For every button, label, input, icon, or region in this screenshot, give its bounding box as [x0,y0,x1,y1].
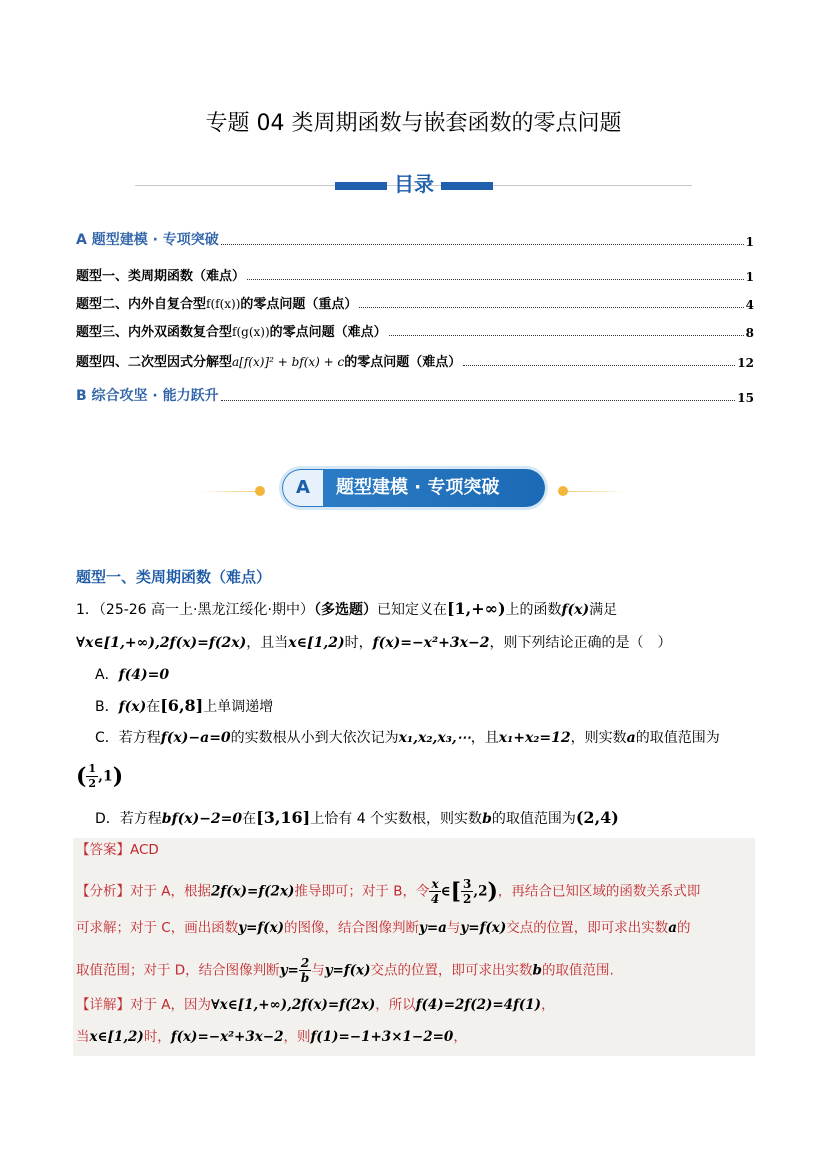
toc-entry-math: f(f(x)) [206,297,241,311]
answer-panel [73,838,755,1056]
analysis-math: ,2 [473,883,488,900]
analysis-text: 取值范围；对于 D，结合图像判断 [76,962,280,979]
option-math: f(x)−a=0 [160,730,231,746]
question-text: ，且当 [246,635,289,651]
option-math: [6,8] [160,696,204,715]
toc-entry-section-a[interactable] [76,229,754,249]
answer-line [76,840,756,860]
detail-math: ∀x∈[1,+∞),2f(x)=f(2x) [211,997,376,1013]
analysis-line-2 [76,918,756,938]
analysis-math: 2f(x)=f(2x) [211,883,295,900]
fraction-numerator: x [431,877,439,891]
option-math: bf(x)−2=0 [161,811,243,827]
question-text: ，则下列结论正确的是（ ） [489,635,672,651]
fraction-numerator: 2 [300,956,310,970]
toc-leader [389,335,744,336]
analysis-math: y=f(x) [238,920,285,936]
analysis-math: y=f(x) [460,920,507,936]
analysis-line-1 [76,877,756,906]
toc-heading: 目录 [394,172,434,196]
option-text: 的取值范围为 [491,811,576,827]
toc-leader [247,279,744,280]
toc-entry-type-3[interactable] [76,320,754,340]
question-text: 时， [344,635,373,651]
banner-line-right [566,491,626,492]
option-b[interactable] [95,696,775,717]
option-c[interactable] [95,728,775,748]
analysis-text: 交点的位置，即可求出实数 [370,962,533,979]
option-label: C．若方程 [95,730,161,746]
analysis-text: 对于 A，根据 [130,883,212,900]
question-text: 上的函数 [505,602,562,618]
option-math: a [626,730,636,746]
banner-dot-right [558,486,568,496]
analysis-text: 与 [446,920,461,936]
option-label: A． [95,667,119,683]
question-text: 满足 [589,602,618,618]
option-math: b [482,811,492,827]
detail-text: ，则 [283,1029,311,1045]
question-source: 1．（25-26 高一上·黑龙江绥化·期中） [76,602,314,618]
analysis-math: y= [279,962,299,979]
analysis-text: 的取值范围. [541,962,614,979]
analysis-math: a [668,920,677,936]
fraction-denominator: b [300,971,310,985]
option-d[interactable] [95,808,775,829]
analysis-math: y=a [419,920,447,936]
detail-line-2 [76,1027,756,1047]
question-math: ∀x∈[1,+∞),2f(x)=f(2x) [76,635,247,651]
toc-entry-label: 题型一、类周期函数（难点） [76,269,246,284]
banner-line-left [200,491,260,492]
detail-text: 对于 A，因为 [130,997,212,1013]
analysis-math: y=f(x) [324,962,371,979]
question-text: 已知定义在 [376,602,447,618]
question-math: f(x)=−x²+3x−2 [372,635,490,651]
analysis-math: ∈ [440,883,451,900]
toc-leader [221,244,744,245]
option-text: 在 [146,699,161,715]
toc-entry-type-1[interactable] [76,264,754,284]
fraction-numerator: 1 [88,762,97,775]
detail-text: ， [453,1029,467,1045]
option-math: x₁,x₂,x₃,⋯ [398,730,471,746]
toc-page-number: 15 [737,391,754,405]
analysis-math: b [532,962,542,979]
toc-bar-right [441,182,493,190]
analysis-text: 推导即可；对于 B，令 [294,883,430,900]
detail-math: f(4)=2f(2)=4f(1) [415,997,542,1013]
paren: ) [112,763,124,790]
answer-tag: 【答案】 [76,842,130,858]
option-text: 的取值范围为 [635,730,720,746]
option-math: f(4)=0 [118,667,170,683]
toc-leader [359,307,743,308]
option-label: B． [95,699,119,715]
toc-entry-type-4[interactable] [76,350,754,370]
detail-math: f(1)=−1+3×1−2=0 [310,1029,454,1045]
page-title: 专题 04 类周期函数与嵌套函数的零点问题 [205,111,622,136]
detail-text: 时， [143,1029,171,1045]
option-label: D．若方程 [95,811,162,827]
option-c-range [76,762,756,791]
question-math: f(x) [561,602,590,618]
toc-page-number: 8 [745,326,754,340]
paren: ( [76,763,87,790]
fraction-denominator: 2 [463,892,472,906]
banner-title: 题型建模 · 专项突破 [336,477,500,498]
option-math: f(x) [118,699,147,715]
fraction-numerator: 3 [463,877,472,891]
question-stem-line-2 [76,633,756,653]
toc-entry-math: a[f(x)]² + bf(x) + c [232,355,345,369]
fraction [461,877,473,906]
toc-page-number: 4 [745,298,754,312]
option-math: ,1 [98,768,113,785]
toc-entry-label: 题型四、二次型因式分解型 [76,355,233,370]
option-text: 的实数根从小到大依次记为 [230,730,399,746]
toc-entry-label-tail: 的零点问题（重点） [240,297,358,312]
question-type-tag: （多选题） [313,602,377,618]
detail-math: f(x)=−x²+3x−2 [170,1029,284,1045]
option-math: (2,4) [575,808,619,827]
option-text: ，且 [470,730,499,746]
analysis-text: ，再结合已知区域的函数关系式即 [497,883,701,900]
toc-entry-section-b[interactable] [76,385,754,405]
option-a[interactable] [95,665,775,685]
toc-page-number: 12 [737,356,754,370]
option-math: [3,16] [256,808,311,827]
fraction-denominator: 2 [88,777,97,790]
detail-text: ，所以 [375,997,416,1013]
toc-entry-label: 题型二、内外自复合型 [76,297,207,312]
detail-text: ， [541,997,555,1013]
banner-dot-left [255,486,265,496]
detail-tag: 【详解】 [76,997,130,1013]
answer-value: ACD [130,842,159,858]
option-text: 上恰有 4 个实数根，则实数 [310,811,483,827]
toc-page-number: 1 [745,235,754,249]
option-math: x₁+x₂=12 [498,730,571,746]
detail-math: x∈[1,2) [89,1029,144,1045]
toc-entry-label: B 综合攻坚 · 能力跃升 [76,388,219,404]
toc-entry-label: A 题型建模 · 专项突破 [76,232,219,248]
fraction [86,762,98,791]
toc-entry-math: f(g(x)) [232,325,270,339]
fraction [299,956,311,985]
analysis-text: 交点的位置，即可求出实数 [506,920,669,936]
analysis-tag: 【分析】 [76,883,130,900]
toc-page-number: 1 [745,270,754,284]
analysis-line-3 [76,956,756,985]
question-stem-line-1 [76,599,756,620]
analysis-text: 的图像，结合图像判断 [284,920,420,936]
question-math: [1,+∞) [446,599,506,618]
option-text: 上单调递增 [203,699,274,715]
option-text: 在 [242,811,257,827]
option-text: ，则实数 [570,730,627,746]
analysis-text: 可求解；对于 C，画出函数 [76,920,239,936]
toc-entry-type-2[interactable] [76,292,754,312]
fraction [429,877,440,906]
section-heading: 题型一、类周期函数（难点） [76,568,272,586]
question-math: x∈[1,2) [288,635,345,651]
bracket: ) [487,878,498,905]
toc-entry-label-tail: 的零点问题（难点） [269,325,387,340]
detail-line-1 [76,995,756,1015]
banner-letter: A [283,470,323,506]
detail-text: 当 [76,1029,90,1045]
toc-leader [463,365,735,366]
analysis-text: 与 [311,962,325,979]
analysis-text: 的 [676,920,691,936]
toc-entry-label: 题型三、内外双函数复合型 [76,325,233,340]
bracket: [ [450,878,462,905]
toc-entry-label-tail: 的零点问题（难点） [344,355,462,370]
fraction-denominator: 4 [430,892,440,906]
toc-bar-left [335,182,387,190]
toc-leader [221,400,736,401]
